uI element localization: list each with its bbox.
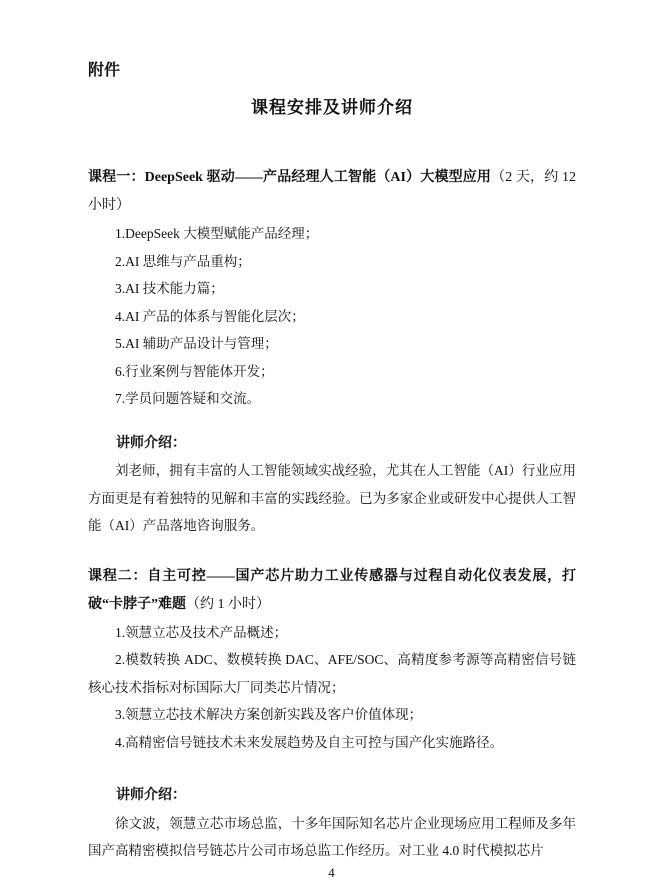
course-1-heading-bold: 课程一：DeepSeek 驱动——产品经理人工智能（AI）大模型应用 [88,170,492,185]
course-1-instructor-bio: 刘老师，拥有丰富的人工智能领域实战经验，尤其在人工智能（AI）行业应用方面更是有着独特的见解和丰富的实践经验。已为多家企业或研发中心提供人工智能（AI）产品落地咨询服务。 [88,463,576,533]
course-2-duration: （约 1 小时） [186,596,270,612]
attachment-label: 附件 [88,62,121,79]
course-1-heading [88,164,576,220]
course-1-item-4: 4.AI 产品的体系与智能化层次； [115,308,305,324]
page-number: 4 [328,865,335,880]
page-title: 课程安排及讲师介绍 [251,98,413,117]
course-section-1 [88,164,576,540]
course-1-item-6: 6.行业案例与智能体开发； [115,363,274,379]
course-2-item-4: 4.高精密信号链技术未来发展趋势及自主可控与国产化实施路径。 [115,734,504,750]
course-2-item-2: 2.模数转换 ADC、数模转换 DAC、AFE/SOC、高精度参考源等高精密信号链核心技术指标对标国际大厂同类芯片情况； [88,652,576,695]
course-1-item-2: 2.AI 思维与产品重构； [115,253,251,269]
course-1-instructor-label: 讲师介绍： [116,435,186,451]
course-2-instructor-label: 讲师介绍： [116,788,186,803]
course-1-item-5: 5.AI 辅助产品设计与管理； [115,336,278,351]
course-2-item-1: 1.领慧立芯及技术产品概述； [115,624,288,640]
course-1-item-3: 3.AI 技术能力篇； [115,281,224,296]
course-2-item-3: 3.领慧立芯技术解决方案创新实践及客户价值体现； [115,707,423,722]
course-1-duration: （2 天，约 12 小时） [88,170,576,213]
course-2-heading [88,563,576,619]
course-1-item-7: 7.学员问题答疑和交流。 [115,391,261,406]
course-section-2 [88,563,576,865]
course-2-heading-bold: 课程二：自主可控——国产芯片助力工业传感器与过程自动化仪表发展，打破“卡脖子”难题 [88,568,576,612]
course-1-item-1: 1.DeepSeek 大模型赋能产品经理； [115,226,319,241]
course-2-instructor-bio: 徐文波，领慧立芯市场总监，十多年国际知名芯片企业现场应用工程师及多年国产高精密模拟信号链芯片公司市场总监工作经历。对工业 4.0 时代模拟芯片 [88,815,576,858]
